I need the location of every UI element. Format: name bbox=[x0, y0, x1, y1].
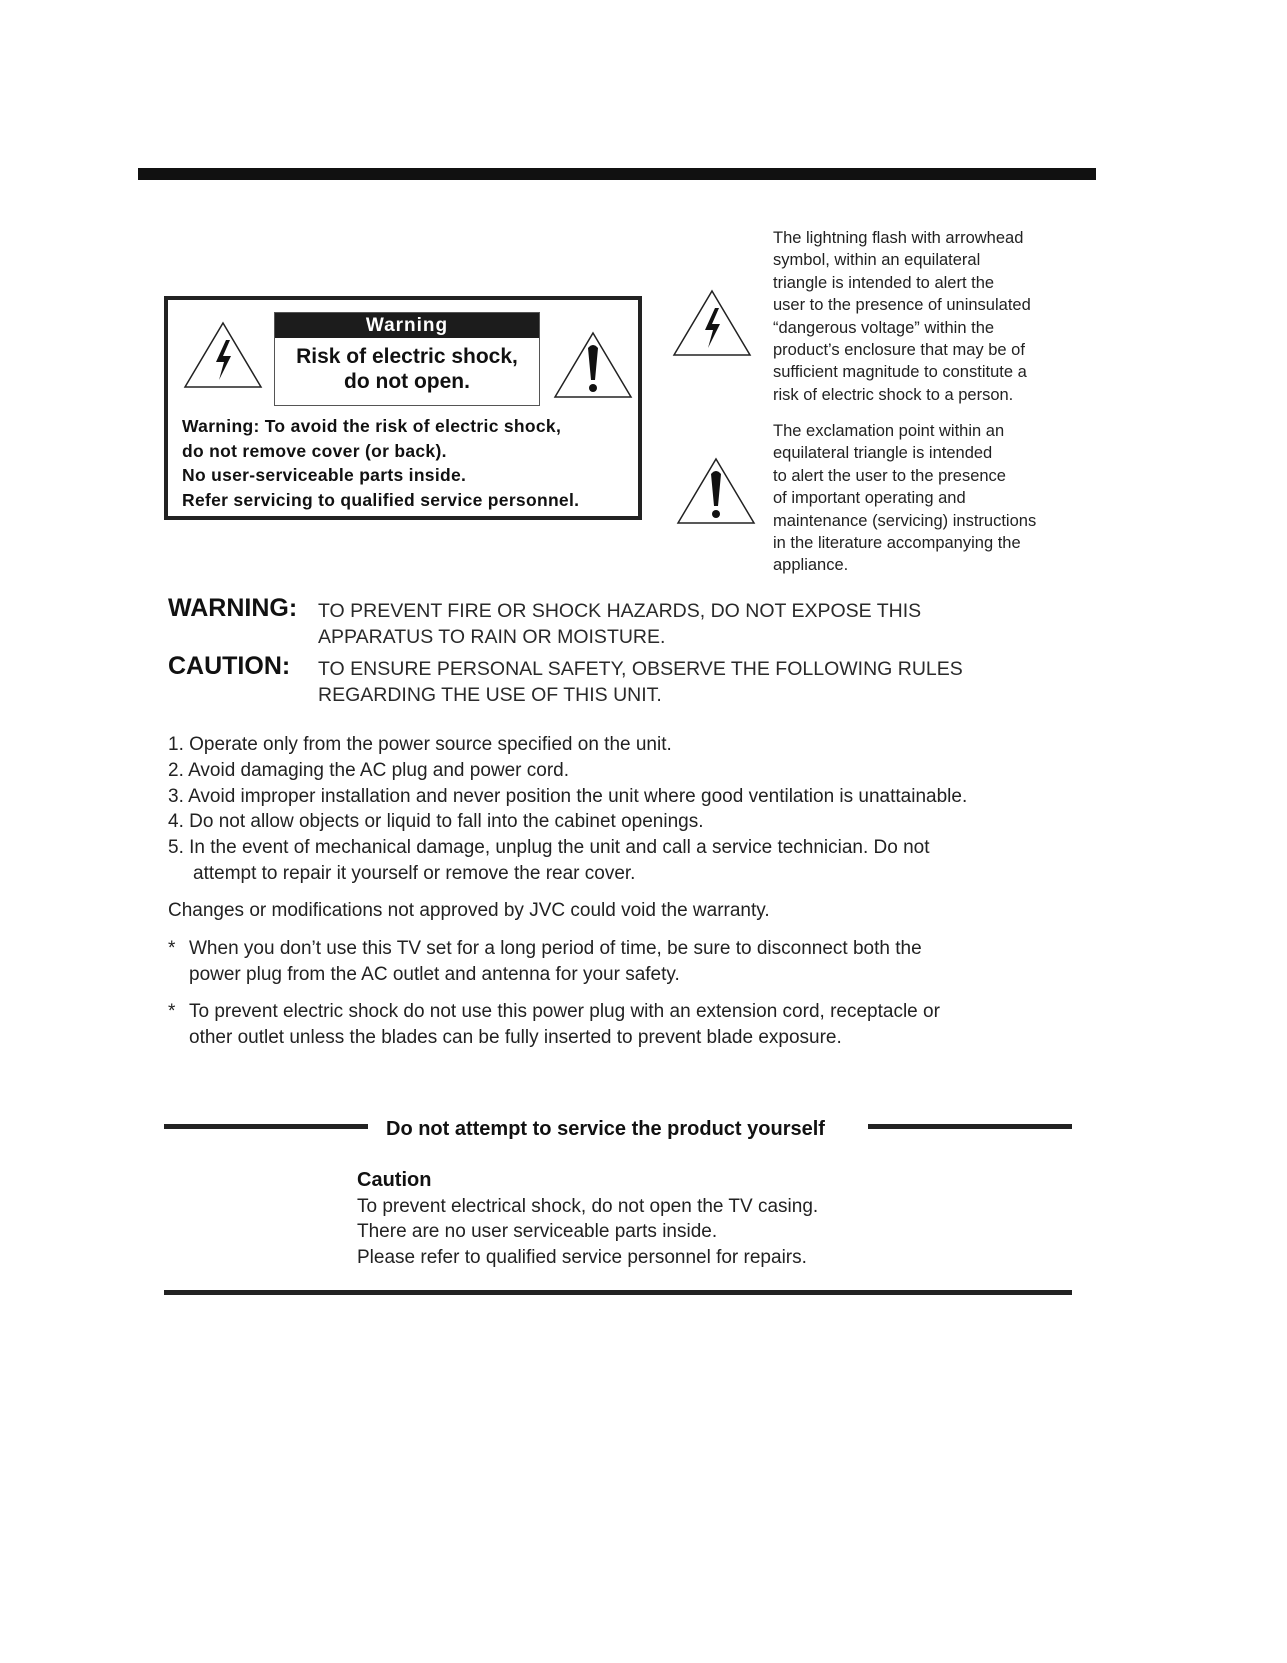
warning-label-header: Warning bbox=[275, 313, 539, 338]
extension-cord-note bbox=[168, 999, 940, 1051]
note-line: power plug from the AC outlet and antenna for your safety. bbox=[189, 964, 680, 985]
service-caution-heading: Caution bbox=[357, 1169, 432, 1191]
note-line: other outlet unless the blades can be fully inserted to prevent blade exposure. bbox=[189, 1027, 842, 1048]
statement-line: REGARDING THE USE OF THIS UNIT. bbox=[318, 684, 662, 706]
list-item: 5. In the event of mechanical damage, unplug the unit and call a service technician. Do not bbox=[168, 837, 930, 859]
warning-instruction-line: do not remove cover (or back). bbox=[182, 440, 447, 461]
caution-statement-text bbox=[318, 656, 963, 708]
warning-risk-line: Risk of electric shock, bbox=[296, 345, 518, 368]
warning-label-panel bbox=[274, 312, 540, 406]
section-rule-right bbox=[868, 1124, 1072, 1129]
safety-rules-list bbox=[168, 732, 967, 887]
statement-line: APPARATUS TO RAIN OR MOISTURE. bbox=[318, 626, 666, 648]
description-line: of important operating and bbox=[773, 489, 966, 508]
description-line: triangle is intended to alert the bbox=[773, 273, 995, 292]
warning-instruction-line: Warning: To avoid the risk of electric shock, bbox=[182, 416, 562, 436]
description-line: symbol, within an equilateral bbox=[773, 251, 981, 270]
lightning-triangle-icon bbox=[182, 320, 264, 390]
warning-instruction-line: Refer servicing to qualified service personnel. bbox=[182, 489, 580, 510]
description-line: maintenance (servicing) instructions bbox=[773, 511, 1037, 530]
section-rule-left bbox=[164, 1124, 368, 1129]
list-item-continuation: attempt to repair it yourself or remove the rear cover. bbox=[193, 862, 636, 884]
warning-statement-label: WARNING: bbox=[168, 594, 298, 622]
disconnect-note bbox=[168, 936, 922, 988]
caution-statement-label: CAUTION: bbox=[168, 652, 291, 680]
note-line: To prevent electric shock do not use this power plug with an extension cord, receptacle or bbox=[189, 1001, 940, 1022]
description-line: The exclamation point within an bbox=[773, 422, 1005, 440]
warranty-note: Changes or modifications not approved by JVC could void the warranty. bbox=[168, 900, 770, 921]
service-caution-line: To prevent electrical shock, do not open the TV casing. bbox=[357, 1195, 819, 1217]
description-line: appliance. bbox=[773, 556, 849, 575]
statement-line: TO PREVENT FIRE OR SHOCK HAZARDS, DO NOT EXPOSE THIS bbox=[318, 600, 922, 622]
description-line: The lightning flash with arrowhead bbox=[773, 229, 1024, 247]
warning-risk-line: do not open. bbox=[344, 370, 470, 393]
description-line: user to the presence of uninsulated bbox=[773, 296, 1031, 315]
list-item: 1. Operate only from the power source specified on the unit. bbox=[168, 734, 672, 755]
description-line: in the literature accompanying the bbox=[773, 534, 1021, 553]
top-rule bbox=[138, 168, 1096, 180]
service-caution-line: There are no user serviceable parts inside. bbox=[357, 1221, 718, 1242]
description-line: to alert the user to the presence bbox=[773, 466, 1006, 485]
exclamation-triangle-icon bbox=[675, 456, 757, 526]
warning-risk-text bbox=[275, 338, 539, 394]
list-item: 2. Avoid damaging the AC plug and power cord. bbox=[168, 759, 570, 781]
exclamation-triangle-icon bbox=[552, 330, 634, 400]
warning-statement-text bbox=[318, 598, 921, 650]
lightning-symbol-description bbox=[773, 227, 1093, 406]
warning-label-box bbox=[164, 296, 642, 520]
description-line: risk of electric shock to a person. bbox=[773, 385, 1014, 404]
bullet-star: * bbox=[168, 1001, 176, 1022]
description-line: sufficient magnitude to constitute a bbox=[773, 363, 1027, 382]
service-section-title: Do not attempt to service the product yourself bbox=[386, 1118, 825, 1140]
description-line: product’s enclosure that may be of bbox=[773, 341, 1025, 360]
bullet-star: * bbox=[168, 938, 176, 959]
list-item: 3. Avoid improper installation and never position the unit where good ventilation is unattainable. bbox=[168, 785, 968, 807]
exclamation-symbol-description bbox=[773, 420, 1093, 577]
note-line: When you don’t use this TV set for a long period of time, be sure to disconnect both the bbox=[189, 938, 922, 959]
list-item: 4. Do not allow objects or liquid to fall into the cabinet openings. bbox=[168, 811, 704, 833]
bottom-rule bbox=[164, 1290, 1072, 1295]
warning-instruction-line: No user-serviceable parts inside. bbox=[182, 465, 467, 485]
description-line: equilateral triangle is intended bbox=[773, 444, 993, 463]
statement-line: TO ENSURE PERSONAL SAFETY, OBSERVE THE FOLLOWING RULES bbox=[318, 658, 963, 680]
description-line: “dangerous voltage” within the bbox=[773, 318, 995, 337]
service-caution-block bbox=[357, 1168, 818, 1270]
service-caution-line: Please refer to qualified service personnel for repairs. bbox=[357, 1246, 807, 1268]
warning-instructions bbox=[182, 414, 579, 512]
lightning-triangle-icon bbox=[671, 288, 753, 358]
